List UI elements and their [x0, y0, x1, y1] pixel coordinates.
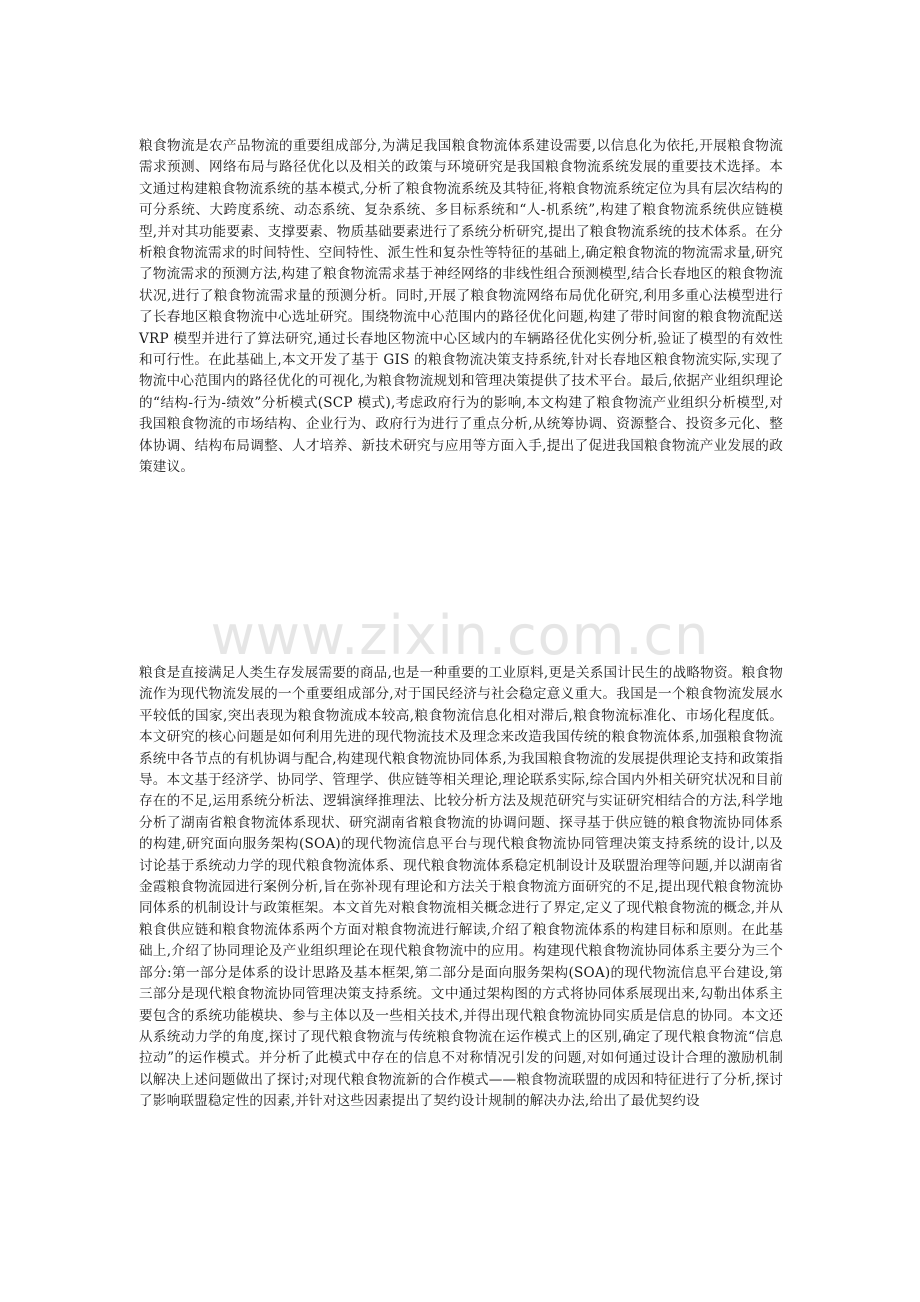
abstract-paragraph-1: 粮食物流是农产品物流的重要组成部分,为满足我国粮食物流体系建设需要,以信息化为依托,开展粮食物流需求预测、网络布局与路径优化以及相关的政策与环境研究是我国粮食物流系统发展的重要技术选择。本文通过构建粮食物流系统的基本模式,分析了粮食物流系统及其特征,将粮食物流系统定位为具有层次结构的可分系统、大跨度系统、动态系统、复杂系统、多目标系统和“人-机系统”,构建了粮食物流系统供应链模型,并对其功能要素、支撑要素、物质基础要素进行了系统分析研究,提出了粮食物流系统的技术体系。在分析粮食物流需求的时间特性、空间特性、派生性和复杂性等特征的基础上,确定粮食物流的物流需求量,研究了物流需求的预测方法,构建了粮食物流需求基于神经网络的非线性组合预测模型,结合长春地区的粮食物流状况,进行了粮食物流需求量的预测分析。同时,开展了粮食物流网络布局优化研究,利用多重心法模型进行了长春地区粮食物流中心选址研究。围绕物流中心范围内的路径优化问题,构建了带时间窗的粮食物流配送 VRP 模型并进行了算法研究,通过长春地区物流中心区域内的车辆路径优化实例分析,验证了模型的有效性和可行性。在此基础上,本文开发了基于 GIS 的粮食物流决策支持系统,针对长春地区粮食物流实际,实现了物流中心范围内的路径优化的可视化,为粮食物流规划和管理决策提供了技术平台。最后,依据产业组织理论的“结构-行为-绩效”分析模式(SCP 模式),考虑政府行为的影响,本文构建了粮食物流产业组织分析模型,对我国粮食物流的市场结构、企业行为、政府行为进行了重点分析,从统筹协调、资源整合、投资多元化、整体协调、结构布局调整、人才培养、新技术研究与应用等方面入手,提出了促进我国粮食物流产业发展的政策建议。	[139, 138, 783, 476]
abstract-paragraph-2: 粮食是直接满足人类生存发展需要的商品,也是一种重要的工业原料,更是关系国计民生的战略物资。粮食物流作为现代物流发展的一个重要组成部分,对于国民经济与社会稳定意义重大。我国是一个粮食物流发展水平较低的国家,突出表现为粮食物流成本较高,粮食物流信息化相对滞后,粮食物流标准化、市场化程度低。本文研究的核心问题是如何利用先进的现代物流技术及理念来改造我国传统的粮食物流体系,加强粮食物流系统中各节点的有机协调与配合,构建现代粮食物流协同体系,为我国粮食物流的发展提供理论支持和政策指导。本文基于经济学、协同学、管理学、供应链等相关理论,理论联系实际,综合国内外相关研究状况和目前存在的不足,运用系统分析法、逻辑演绎推理法、比较分析方法及规范研究与实证研究相结合的方法,科学地分析了湖南省粮食物流体系现状、研究湖南省粮食物流的协调问题、探寻基于供应链的粮食物流协同体系的构建,研究面向服务架构(SOA)的现代物流信息平台与现代粮食物流协同管理决策支持系统的设计,以及讨论基于系统动力学的现代粮食物流体系、现代粮食物流体系稳定机制设计及联盟治理等问题,并以湖南省金霞粮食物流园进行案例分析,旨在弥补现有理论和方法关于粮食物流方面研究的不足,提出现代粮食物流协同体系的机制设计与政策框架。本文首先对粮食物流相关概念进行了界定,定义了现代粮食物流的概念,并从粮食供应链和粮食物流体系两个方面对粮食物流进行解读,介绍了粮食物流体系的构建目标和原则。在此基础上,介绍了协同理论及产业组织理论在现代粮食物流中的应用。构建现代粮食物流协同体系主要分为三个部分:第一部分是体系的设计思路及基本框架,第二部分是面向服务架构(SOA)的现代物流信息平台建设,第三部分是现代粮食物流协同管理决策支持系统。文中通过架构图的方式将协同体系展现出来,勾勒出体系主要包含的系统功能模块、参与主体以及一些相关技术,并得出现代粮食物流协同实质是信息的协同。本文还从系统动力学的角度,探讨了现代粮食物流与传统粮食物流在运作模式上的区别,确定了现代粮食物流“信息拉动”的运作模式。并分析了此模式中存在的信息不对称情况引发的问题,对如何通过设计合理的激励机制以解决上述问题做出了探讨;对现代粮食物流新的合作模式——粮食物流联盟的成因和特征进行了分析,探讨了影响联盟稳定性的因素,并针对这些因素提出了契约设计规制的解决办法,给出了最优契约设	[139, 665, 783, 1110]
watermark-text: www.zixin.com.cn	[210, 604, 710, 667]
